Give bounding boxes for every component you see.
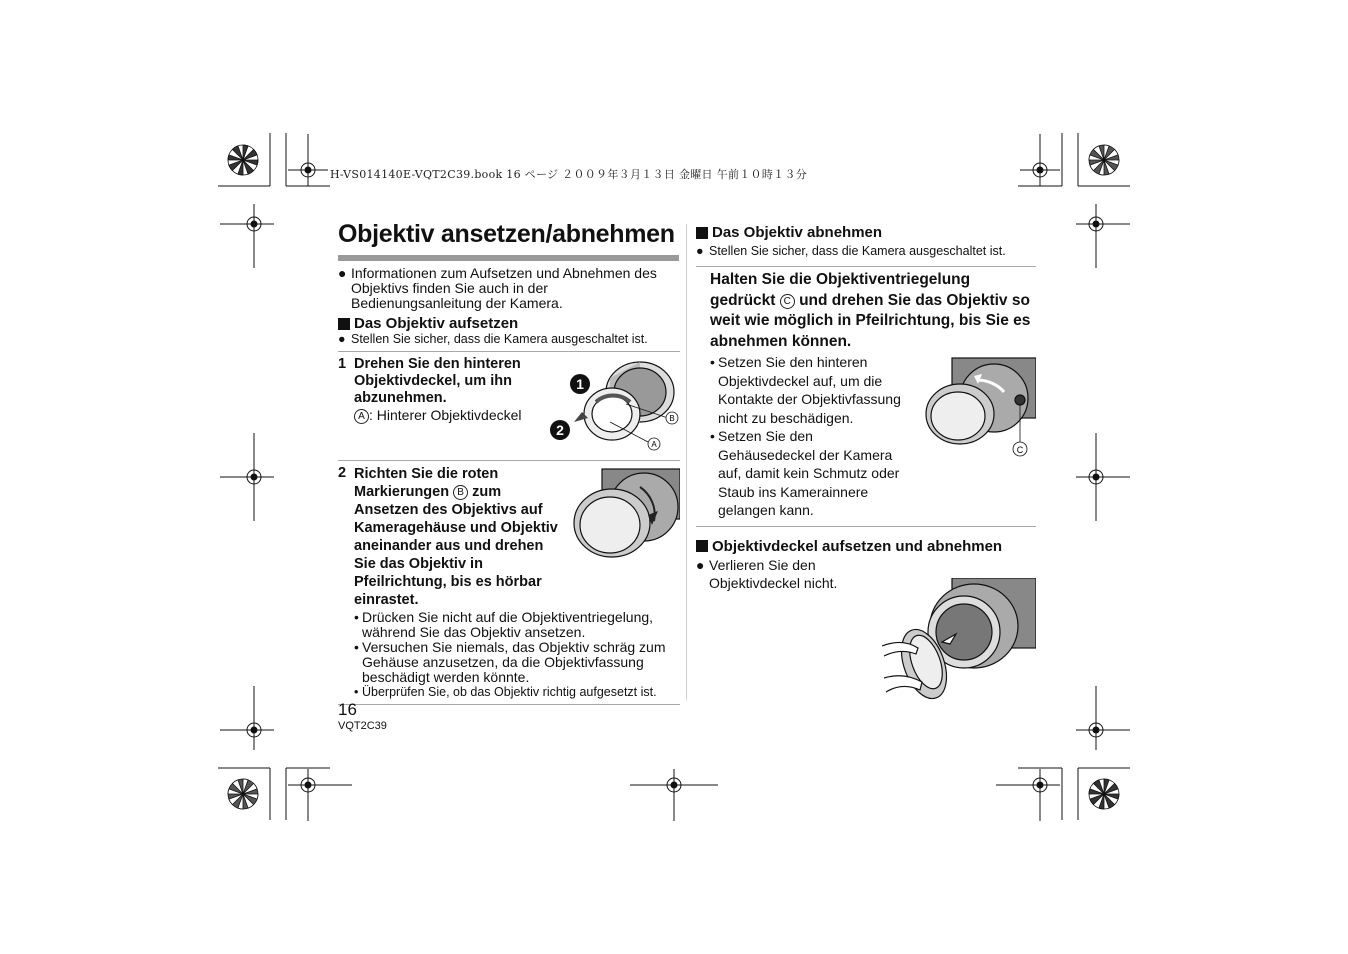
step-2-note bbox=[354, 685, 680, 700]
intro-note bbox=[338, 266, 680, 311]
rear-cap-illustration bbox=[548, 356, 680, 460]
label-c-icon: C bbox=[780, 294, 795, 309]
attach-lens-illustration bbox=[572, 467, 680, 559]
legend-a-text: : Hinterer Objektivdeckel bbox=[369, 407, 522, 423]
right-column bbox=[696, 224, 1036, 593]
note-text: Setzen Sie den hinteren Objektivdeckel auf, um die Kontakte der Objektivfassung nicht zu beschädigen. bbox=[718, 354, 901, 426]
remove-check-note bbox=[696, 244, 1036, 259]
remove-lens-illustration bbox=[924, 356, 1036, 462]
model-code: VQT2C39 bbox=[338, 720, 387, 732]
bullet-icon: ● bbox=[696, 556, 705, 573]
label-a-icon: A bbox=[354, 409, 369, 424]
attach-check-text: Stellen Sie sicher, dass die Kamera ausgeschaltet ist. bbox=[351, 332, 648, 346]
section-remove-heading bbox=[696, 224, 1036, 241]
dot-icon: • bbox=[354, 639, 359, 655]
label-b-icon: B bbox=[453, 485, 468, 500]
section-attach-heading bbox=[338, 315, 680, 332]
dot-icon: • bbox=[354, 685, 359, 699]
title-rule bbox=[338, 255, 679, 261]
section-attach-title: Das Objektiv aufsetzen bbox=[354, 315, 519, 332]
divider bbox=[696, 526, 1036, 527]
column-divider bbox=[686, 224, 687, 700]
fig1-mark-2: 2 bbox=[556, 422, 564, 438]
bullet-icon: ● bbox=[696, 244, 704, 258]
step-2-title-pre: Richten Sie die roten Markierungen bbox=[354, 466, 499, 500]
step-1 bbox=[338, 356, 680, 460]
remove-check-text: Stellen Sie sicher, dass die Kamera ausgeschaltet ist. bbox=[709, 244, 1006, 258]
lens-cap-illustration bbox=[882, 578, 1036, 706]
cap-heading bbox=[696, 538, 1036, 555]
note-text: Überprüfen Sie, ob das Objektiv richtig aufgesetzt ist. bbox=[362, 685, 657, 699]
page-title: Objektiv ansetzen/abnehmen bbox=[338, 220, 675, 248]
note-text: Drücken Sie nicht auf die Objektiventriegelung, während Sie das Objektiv ansetzen. bbox=[362, 609, 654, 640]
section-remove-title: Das Objektiv abnehmen bbox=[712, 224, 883, 241]
page-number: 16 bbox=[338, 700, 357, 719]
dot-icon: • bbox=[354, 609, 359, 625]
remove-main-text bbox=[710, 270, 1036, 352]
remove-main-pre: Halten Sie die Objektiventriegelung gedrückt bbox=[710, 271, 971, 309]
square-bullet-icon bbox=[696, 540, 708, 552]
divider bbox=[338, 351, 680, 352]
dot-icon: • bbox=[710, 428, 715, 444]
note-text: Versuchen Sie niemals, das Objektiv schräg zum Gehäuse anzusetzen, da die Objektivfassung beschädigt werden könnte. bbox=[362, 639, 666, 685]
cap-section bbox=[696, 538, 1036, 593]
bullet-icon: ● bbox=[338, 332, 346, 346]
step-1-legend bbox=[354, 408, 538, 424]
step-2-title-post: zum Ansetzen des Objektivs auf Kameragehäuse und Objektiv aneinander aus und drehen Sie das Objektiv in Pfeilrichtung, bis es hörbar einrastet. bbox=[354, 484, 558, 608]
divider bbox=[338, 704, 680, 705]
divider bbox=[696, 266, 1036, 267]
cap-note-text: Verlieren Sie den Objektivdeckel nicht. bbox=[709, 556, 838, 591]
remove-instruction bbox=[696, 270, 1036, 520]
print-header: H-VS014140E-VQT2C39.book 16 ページ ２００９年３月１３日 金曜日 午前１０時１３分 bbox=[330, 168, 808, 181]
intro-text: Informationen zum Aufsetzen und Abnehmen des Objektivs finden Sie auch in der Bedienungsanleitung der Kamera. bbox=[351, 265, 657, 311]
square-bullet-icon bbox=[338, 318, 350, 330]
step-2-note bbox=[354, 610, 680, 640]
bullet-icon: ● bbox=[338, 265, 347, 281]
fig1-mark-1: 1 bbox=[576, 376, 584, 392]
dot-icon: • bbox=[710, 354, 715, 370]
attach-check-note bbox=[338, 332, 680, 347]
step-2-number: 2 bbox=[338, 465, 347, 481]
step-2-notes bbox=[354, 610, 680, 700]
step-1-number: 1 bbox=[338, 356, 347, 372]
divider bbox=[338, 460, 680, 461]
fig-label-c: C bbox=[1016, 445, 1024, 455]
fig1-label-b: B bbox=[669, 414, 675, 423]
fig1-label-a: A bbox=[651, 440, 657, 449]
remove-main-post: und drehen Sie das Objektiv so weit wie möglich in Pfeilrichtung, bis Sie es abnehmen können. bbox=[710, 291, 1031, 350]
left-column bbox=[338, 266, 680, 705]
note-text: Setzen Sie den Gehäusedeckel der Kamera auf, damit kein Schmutz oder Staub ins Kamerainnere gelangen kann. bbox=[718, 428, 900, 518]
square-bullet-icon bbox=[696, 227, 708, 239]
cap-section-title: Objektivdeckel aufsetzen und abnehmen bbox=[712, 537, 1003, 555]
step-2 bbox=[338, 465, 680, 705]
step-2-note bbox=[354, 640, 680, 685]
step-1-title: Drehen Sie den hinteren Objektivdeckel, um ihn abzunehmen. bbox=[354, 356, 521, 406]
